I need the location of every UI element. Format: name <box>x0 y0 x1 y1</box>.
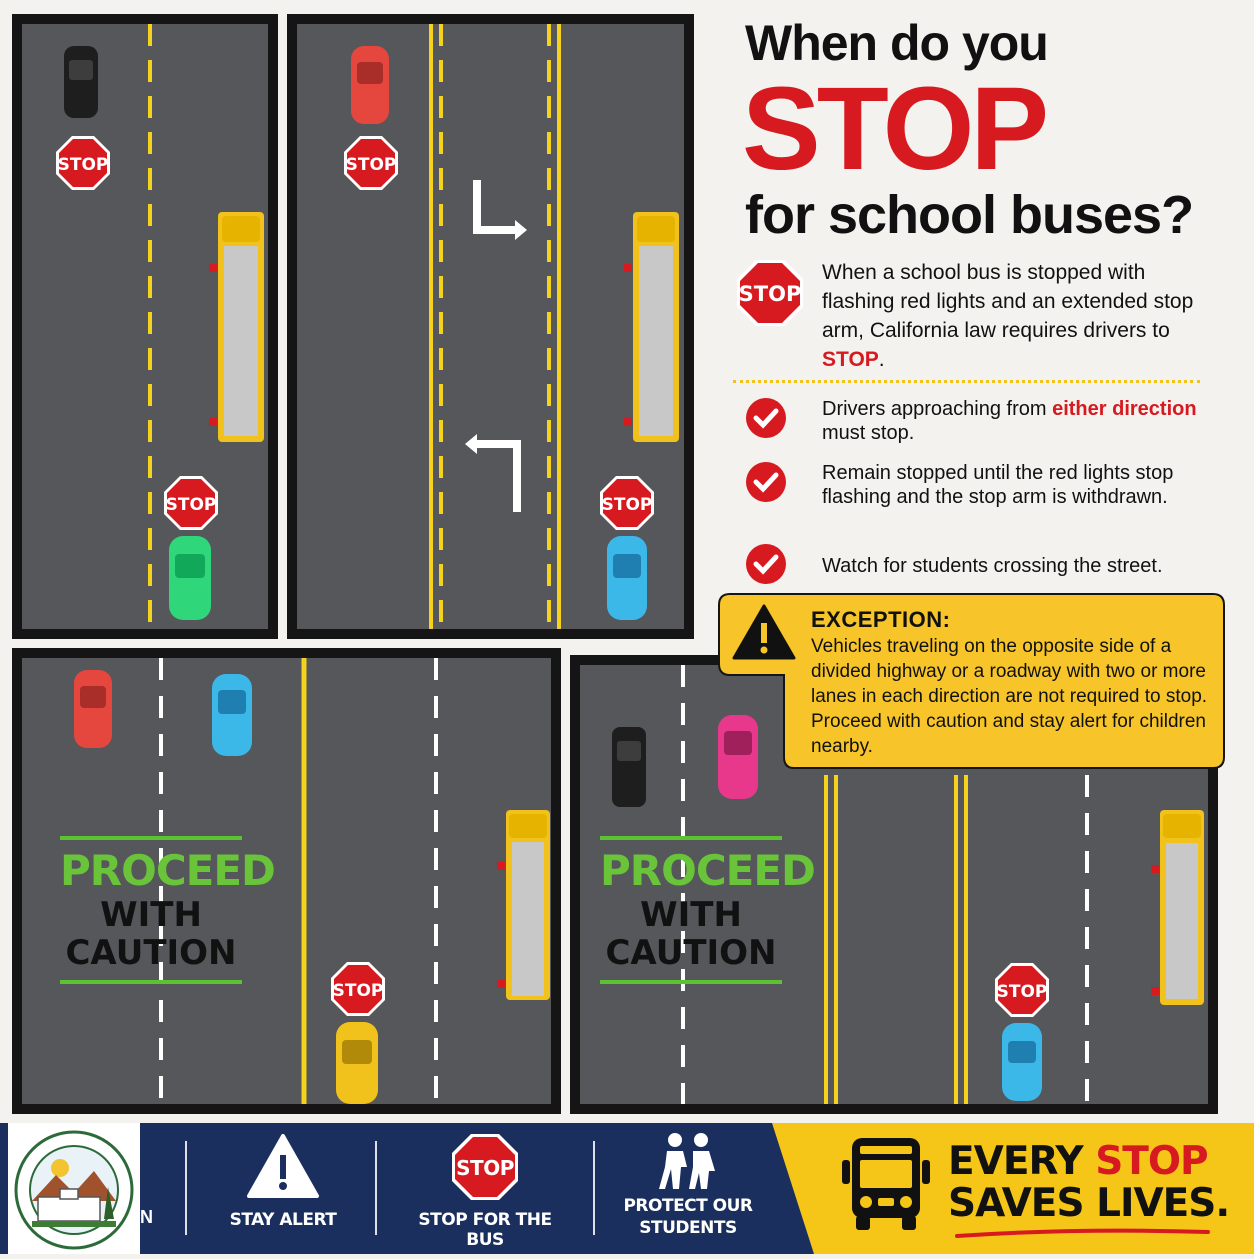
title-line-3: for school buses? <box>745 185 1194 245</box>
road-panel-four-lane <box>12 648 561 1114</box>
stop-sign-icon <box>56 136 110 190</box>
rule-text: Drivers approaching from either direction must stop. <box>822 398 1197 444</box>
red-car <box>74 670 112 748</box>
svg-text:STOP: STOP <box>332 981 384 1001</box>
exception-heading: EXCEPTION: <box>811 607 951 632</box>
intro-text: When a school bus is stopped with flashing red lights and an extended stop arm, California law requires drivers to STOP. <box>822 261 1194 371</box>
exception-text: Vehicles traveling on the opposite side of a divided highway or a roadway with two or more lanes in each direction are not required to stop. Proceed with caution and stay alert for children nearby. <box>811 636 1208 757</box>
title-stop: STOP <box>742 63 1046 195</box>
stop-sign-icon <box>451 1133 519 1201</box>
proceed-with-caution-label: PROCEED WITH CAUTION <box>60 836 242 984</box>
school-bus-icon <box>838 1134 934 1232</box>
title-line-1: When do you <box>745 15 1048 71</box>
svg-text:STOP: STOP <box>165 495 217 515</box>
exception-callout <box>718 593 1225 769</box>
footer-item-protect-students: PROTECT OUR STUDENTS <box>618 1131 758 1239</box>
stop-sign-icon <box>736 259 804 327</box>
rule-text: Remain stopped until the red lights stop flashing and the stop arm is withdrawn. <box>822 462 1174 508</box>
svg-text:STOP: STOP <box>601 495 653 515</box>
stop-sign-icon <box>995 963 1049 1017</box>
stop-sign-icon <box>600 476 654 530</box>
blue-car <box>607 536 647 620</box>
check-icon <box>745 543 787 585</box>
blue-car <box>212 674 252 756</box>
turn-arrow-right-icon <box>477 180 517 230</box>
stop-sign-icon <box>331 962 385 1016</box>
svg-text:STOP: STOP <box>345 155 397 175</box>
black-truck <box>612 727 646 807</box>
proceed-with-caution-label: PROCEED WITH CAUTION <box>600 836 782 984</box>
turn-arrow-left-icon <box>475 444 517 512</box>
blue-car <box>1002 1023 1042 1101</box>
road-diagram <box>297 24 684 629</box>
students-icon <box>653 1131 723 1191</box>
red-car <box>351 46 389 124</box>
rule-text: Watch for students crossing the street. <box>822 555 1163 577</box>
stop-sign-icon <box>164 476 218 530</box>
road-panel-center-turn-lane <box>287 14 694 639</box>
svg-text:STOP: STOP <box>738 282 802 306</box>
svg-text:STOP: STOP <box>456 1156 514 1180</box>
warning-icon <box>732 603 796 661</box>
check-icon <box>745 397 787 439</box>
stop-sign-icon <box>344 136 398 190</box>
road-panel-two-lane <box>12 14 278 639</box>
footer-item-stay-alert: STAY ALERT <box>225 1133 341 1230</box>
yellow-car <box>336 1022 378 1104</box>
road-diagram <box>22 24 268 629</box>
check-icon <box>745 461 787 503</box>
warning-icon <box>246 1133 320 1199</box>
school-bus <box>624 212 679 442</box>
footer-bar: N STAY ALERT STOP STOP FOR THE BUS PROTECT OUR STUDENTS <box>0 1123 1254 1254</box>
school-bus <box>209 212 264 442</box>
dotted-divider <box>733 380 1200 383</box>
district-logo <box>8 1123 140 1254</box>
footer-item-stop-for-bus: STOP STOP FOR THE BUS <box>405 1133 565 1250</box>
motto: EVERY STOP SAVES LIVES. <box>948 1139 1230 1226</box>
school-bus <box>1151 810 1204 1005</box>
green-car <box>169 536 211 620</box>
black-car <box>64 46 98 118</box>
motto-underline <box>955 1226 1210 1240</box>
school-bus <box>497 810 550 1000</box>
svg-text:STOP: STOP <box>57 155 109 175</box>
svg-text:STOP: STOP <box>996 982 1048 1002</box>
